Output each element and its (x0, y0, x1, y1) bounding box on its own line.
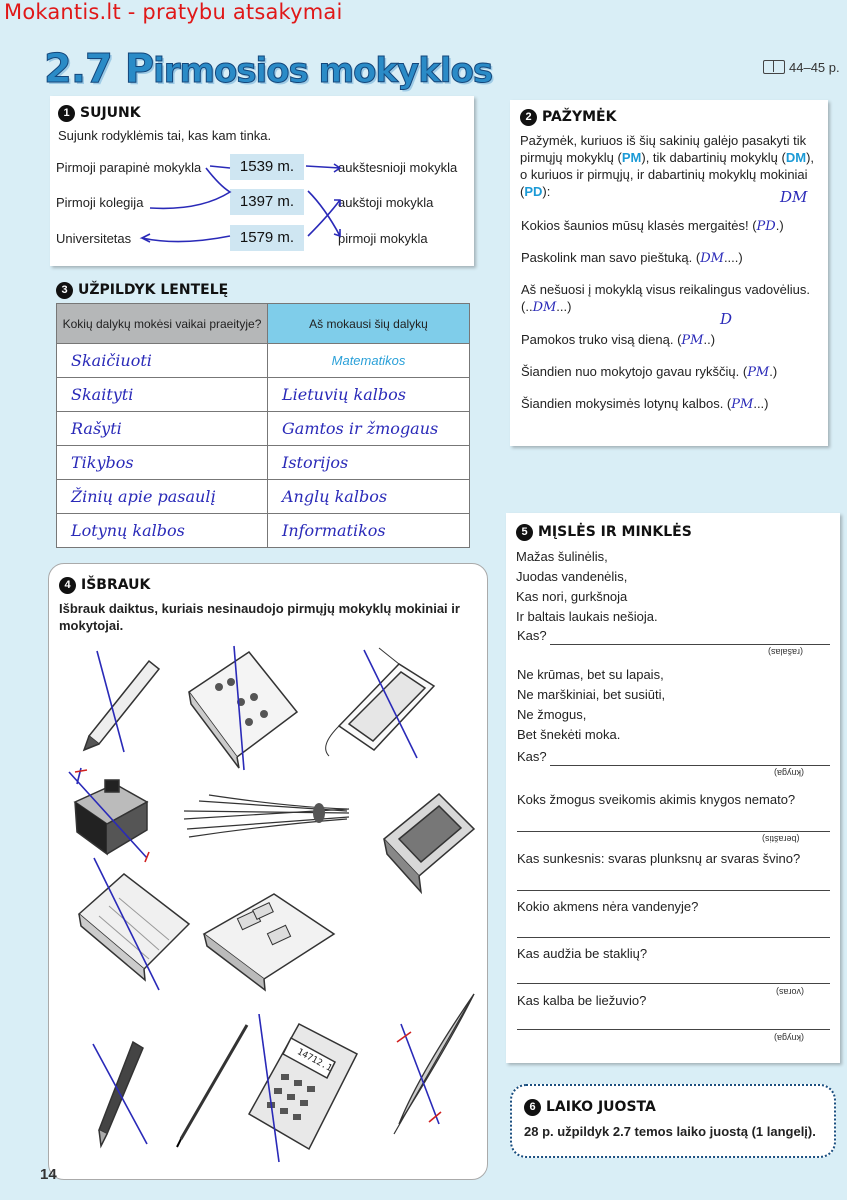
section-pazymek (510, 100, 828, 446)
sentence-2: Paskolink man savo pieštuką. (DM....) (521, 250, 743, 266)
answer-line[interactable] (550, 644, 830, 645)
answer-line[interactable] (517, 890, 830, 891)
answer-line[interactable] (517, 983, 830, 984)
handwritten-note: DM (780, 188, 808, 206)
match-right-2: aukštoji mokykla (338, 195, 434, 210)
section-sujunk (50, 96, 474, 266)
answer-line[interactable] (550, 765, 830, 766)
past-subject-cell[interactable]: Lotynų kalbos (57, 514, 268, 548)
calculator-drawing[interactable] (239, 1014, 369, 1164)
now-subject-cell[interactable]: Lietuvių kalbos (268, 378, 470, 412)
question-text: Kas sunkesnis: svaras plunksnų ar svaras švino? (517, 851, 801, 866)
section-number: 2 (520, 109, 537, 126)
watermark: Mokantis.lt - pratybu atsakymai (4, 0, 343, 24)
section-number: 6 (524, 1099, 541, 1116)
table-row (57, 412, 470, 446)
calculator-display: 14712.1 (295, 1047, 334, 1074)
section-number: 3 (56, 282, 73, 299)
riddle-line: Juodas vandenėlis, (516, 569, 628, 584)
past-subject-cell[interactable]: Rašyti (57, 412, 268, 446)
subjects-table (56, 303, 470, 548)
page-title: 2.7 Pirmosios mokyklos (44, 46, 493, 92)
answer-line[interactable] (517, 1029, 830, 1030)
answer-line[interactable] (517, 937, 830, 938)
past-subject-cell[interactable]: Žinių apie pasaulį (57, 480, 268, 514)
past-subject-cell[interactable]: Skaityti (57, 378, 268, 412)
table-row (57, 446, 470, 480)
old-book-drawing[interactable] (369, 784, 479, 904)
question-text: Kas kalba be liežuvio? (517, 993, 647, 1008)
section-isbrauk (48, 563, 488, 1180)
match-arrows (50, 96, 474, 266)
handwritten-note: D (720, 310, 733, 328)
riddle-line: Bet šnekėti moka. (517, 727, 621, 742)
now-subject-cell[interactable]: Istorijos (268, 446, 470, 480)
birch-rods-drawing[interactable] (179, 789, 359, 849)
match-left-2: Pirmoji kolegija (56, 195, 144, 210)
answer-line[interactable] (517, 831, 830, 832)
now-subject-cell[interactable]: Informatikos (268, 514, 470, 548)
riddle-line: Ne žmogus, (517, 707, 587, 722)
section-title: UŽPILDYK LENTELĘ (78, 282, 229, 298)
section-number: 1 (58, 105, 75, 122)
match-left-1: Pirmoji parapinė mokykla (56, 160, 202, 175)
riddle-line: Ne marškiniai, bet susiūti, (517, 687, 666, 702)
upside-down-answer: (voras) (776, 987, 805, 997)
sentence-5: Šiandien nuo mokytojo gavau rykščių. (PM.) (521, 364, 778, 380)
page-reference: 44–45 p. (763, 60, 840, 75)
question-text: Koks žmogus sveikomis akimis knygos nemato? (517, 792, 796, 807)
instruction: Sujunk rodyklėmis tai, kas kam tinka. (58, 128, 272, 143)
sentence-6: Šiandien mokysimės lotynų kalbos. (PM...) (521, 396, 769, 412)
table-row (57, 378, 470, 412)
question-label: Kas? (517, 749, 547, 764)
column-header-now: Aš mokausi šių dalykų (268, 304, 470, 344)
abacus-drawing[interactable] (179, 642, 304, 772)
section-title: LAIKO JUOSTA (546, 1099, 656, 1115)
section-misles (506, 513, 840, 1063)
feather-quill-drawing[interactable] (379, 984, 489, 1144)
past-subject-cell[interactable]: Skaičiuoti (57, 344, 268, 378)
now-subject-cell: Matematikos (268, 344, 470, 378)
now-subject-cell[interactable]: Anglų kalbos (268, 480, 470, 514)
section-title: MĮSLĖS IR MINKLĖS (538, 524, 692, 540)
sentence-4: Pamokos truko visą dieną. (PM..) (521, 332, 716, 348)
instruction: Išbrauk daiktus, kuriais nesinaudojo pirmųjų mokyklų mokiniai ir mokytojai. (59, 601, 460, 633)
riddle-line: Ne krūmas, bet su lapais, (517, 667, 664, 682)
riddle-line: Kas nori, gurkšnoja (516, 589, 628, 604)
section-uzpildyk-header (56, 281, 228, 299)
table-row (57, 344, 470, 378)
question-text: Kas audžia be staklių? (517, 946, 648, 961)
past-subject-cell[interactable]: Tikybos (57, 446, 268, 480)
section-title: IŠBRAUK (81, 577, 151, 593)
question-text: Kokio akmens nėra vandenyje? (517, 899, 699, 914)
year-box-1: 1539 m. (230, 154, 304, 180)
riddle-line: Mažas šulinėlis, (516, 549, 608, 564)
section-number: 5 (516, 524, 533, 541)
book-icon (763, 60, 785, 74)
column-header-past: Kokių dalykų mokėsi vaikai praeityje? (57, 304, 268, 344)
sentence-1: Kokios šaunios mūsų klasės mergaitės! (PD.) (521, 218, 784, 234)
pen-drawing[interactable] (87, 1034, 157, 1154)
upside-down-answer: (knyga) (774, 1033, 805, 1043)
upside-down-answer: (rašalas) (768, 647, 804, 657)
sentence-3: Aš nešuosi į mokyklą visus reikalingus vadovėlius. (521, 282, 811, 297)
upside-down-answer: (knyga) (774, 768, 805, 778)
instruction: 28 p. užpildyk 2.7 temos laiko juostą (1 langelį). (524, 1124, 816, 1139)
match-left-3: Universitetas (56, 231, 132, 246)
pencil-drawing[interactable] (69, 646, 179, 756)
riddle-line: Ir baltais laukais nešioja. (516, 609, 658, 624)
section-number: 4 (59, 577, 76, 594)
now-subject-cell[interactable]: Gamtos ir žmogaus (268, 412, 470, 446)
pencil-case-drawing[interactable] (199, 884, 339, 994)
question-label: Kas? (517, 628, 547, 643)
section-title: SUJUNK (80, 105, 141, 121)
match-right-3: pirmoji mokykla (338, 231, 428, 246)
tablet-drawing[interactable] (309, 646, 449, 766)
table-row (57, 514, 470, 548)
inkwell-drawing[interactable] (67, 762, 157, 867)
table-row (57, 480, 470, 514)
instruction: Pažymėk, kuriuos iš šių sakinių galėjo pasakyti tik pirmųjų mokyklų (PM), tik dabartinių mokyklų (DM), o kuriuos ir pirmųjų, ir dabartinių mokyklų mokiniai (PD): (520, 133, 815, 199)
year-box-2: 1397 m. (230, 189, 304, 215)
section-title: PAŽYMĖK (542, 109, 617, 125)
sentence-3-answer: (..DM...) (521, 299, 572, 315)
page-number: 14 (40, 1166, 57, 1183)
match-right-1: aukštesnioji mokykla (338, 160, 458, 175)
upside-down-answer: (beraštis) (762, 834, 800, 844)
section-laiko-juosta (510, 1084, 836, 1158)
notebook-drawing[interactable] (69, 854, 199, 994)
year-box-3: 1579 m. (230, 225, 304, 251)
